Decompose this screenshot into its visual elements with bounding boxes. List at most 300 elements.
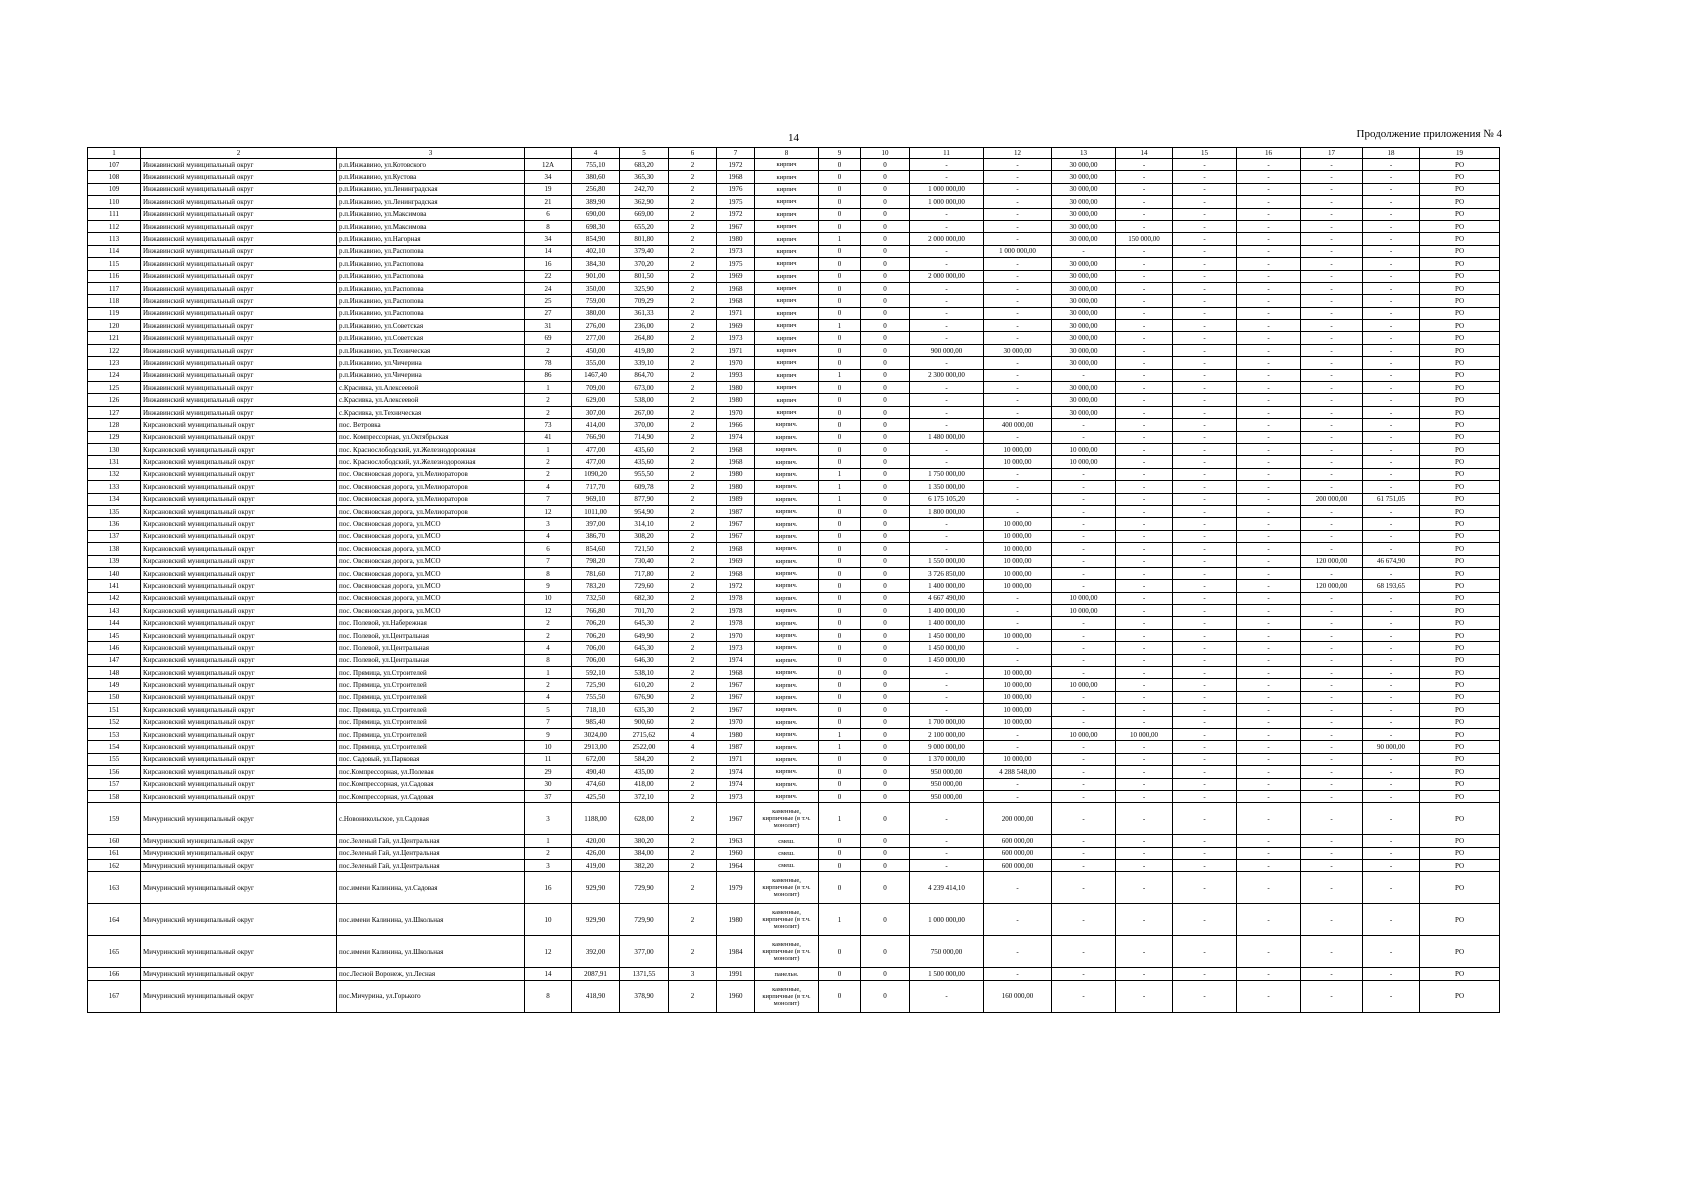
- col-9-cell: 0: [819, 332, 861, 344]
- col-19-cell: РО: [1420, 208, 1500, 220]
- col-16-cell: -: [1237, 493, 1301, 505]
- address-cell: пос. Овсяновская дорога, ул.Мелиораторов: [337, 481, 525, 493]
- municipality-cell: Кирсановский муниципальный округ: [141, 481, 337, 493]
- year-built-cell: 1980: [717, 728, 755, 740]
- table-row: [88, 233, 1500, 245]
- row-number-cell: 151: [88, 704, 141, 716]
- municipality-cell: Мичуринский муниципальный округ: [141, 803, 337, 835]
- col-11-cell: 1 000 000,00: [910, 904, 984, 936]
- col-18-cell: -: [1363, 431, 1420, 443]
- col-10-cell: 0: [861, 728, 910, 740]
- col-15-cell: -: [1173, 872, 1237, 904]
- total-area-cell: 1467,40: [572, 369, 620, 381]
- col-10-cell: 0: [861, 406, 910, 418]
- col-12-cell: -: [984, 431, 1052, 443]
- col-18-cell: -: [1363, 233, 1420, 245]
- house-number-cell: 8: [525, 220, 572, 232]
- total-area-cell: 759,00: [572, 295, 620, 307]
- house-number-cell: 1: [525, 443, 572, 455]
- col-10-cell: 0: [861, 790, 910, 802]
- address-cell: пос. Полевой, ул.Центральная: [337, 654, 525, 666]
- col-19-cell: РО: [1420, 679, 1500, 691]
- municipality-cell: Кирсановский муниципальный округ: [141, 766, 337, 778]
- col-16-cell: -: [1237, 790, 1301, 802]
- col-11-cell: 1 500 000,00: [910, 968, 984, 980]
- col-16-cell: -: [1237, 716, 1301, 728]
- living-area-cell: 655,20: [620, 220, 669, 232]
- floors-cell: 2: [669, 629, 717, 641]
- address-cell: пос.Зеленый Гай, ул.Центральная: [337, 860, 525, 872]
- floors-cell: 2: [669, 295, 717, 307]
- page-number: 14: [788, 132, 799, 144]
- municipality-cell: Инжавинский муниципальный округ: [141, 245, 337, 257]
- col-16-cell: -: [1237, 382, 1301, 394]
- col-12-cell: 400 000,00: [984, 419, 1052, 431]
- col-15-cell: -: [1173, 258, 1237, 270]
- col-13-cell: -: [1052, 691, 1116, 703]
- year-built-cell: 1967: [717, 518, 755, 530]
- municipality-cell: Кирсановский муниципальный округ: [141, 543, 337, 555]
- living-area-cell: 339,10: [620, 357, 669, 369]
- col-17-cell: -: [1301, 406, 1363, 418]
- col-17-cell: -: [1301, 704, 1363, 716]
- row-number-cell: 144: [88, 617, 141, 629]
- col-17-cell: -: [1301, 980, 1363, 1012]
- municipality-cell: Кирсановский муниципальный округ: [141, 716, 337, 728]
- wall-material-cell: кирпич.: [755, 567, 819, 579]
- table-row: [88, 753, 1500, 765]
- col-17-cell: -: [1301, 592, 1363, 604]
- col-15-cell: -: [1173, 493, 1237, 505]
- house-number-cell: 16: [525, 258, 572, 270]
- table-row: [88, 431, 1500, 443]
- row-number-cell: 133: [88, 481, 141, 493]
- row-number-cell: 153: [88, 728, 141, 740]
- table-row: [88, 282, 1500, 294]
- municipality-cell: Кирсановский муниципальный округ: [141, 667, 337, 679]
- total-area-cell: 426,00: [572, 847, 620, 859]
- col-18-cell: -: [1363, 320, 1420, 332]
- col-14-cell: -: [1116, 803, 1173, 835]
- col-19-cell: РО: [1420, 233, 1500, 245]
- col-15-cell: -: [1173, 716, 1237, 728]
- col-16-cell: -: [1237, 872, 1301, 904]
- col-19-cell: РО: [1420, 220, 1500, 232]
- col-13-cell: 30 000,00: [1052, 357, 1116, 369]
- col-12-cell: -: [984, 382, 1052, 394]
- col-12-cell: -: [984, 654, 1052, 666]
- wall-material-cell: кирпич: [755, 307, 819, 319]
- row-number-cell: 139: [88, 555, 141, 567]
- col-13-cell: 30 000,00: [1052, 332, 1116, 344]
- col-11-cell: 1 350 000,00: [910, 481, 984, 493]
- row-number-cell: 114: [88, 245, 141, 257]
- address-cell: р.п.Инжавино, ул.Распопова: [337, 282, 525, 294]
- col-19-cell: РО: [1420, 835, 1500, 847]
- municipality-cell: Кирсановский муниципальный округ: [141, 605, 337, 617]
- col-16-cell: -: [1237, 530, 1301, 542]
- table-row: [88, 270, 1500, 282]
- floors-cell: 2: [669, 468, 717, 480]
- col-11-cell: 2 300 000,00: [910, 369, 984, 381]
- municipality-cell: Инжавинский муниципальный округ: [141, 382, 337, 394]
- col-16-cell: -: [1237, 443, 1301, 455]
- col-15-cell: -: [1173, 654, 1237, 666]
- floors-cell: 2: [669, 667, 717, 679]
- col-14-cell: -: [1116, 642, 1173, 654]
- col-9-cell: 0: [819, 654, 861, 666]
- address-cell: р.п.Инжавино, ул.Советская: [337, 320, 525, 332]
- col-9-cell: 1: [819, 468, 861, 480]
- wall-material-cell: кирпич: [755, 208, 819, 220]
- year-built-cell: 1971: [717, 307, 755, 319]
- col-16-cell: -: [1237, 803, 1301, 835]
- col-14-cell: -: [1116, 667, 1173, 679]
- address-cell: пос.Компрессорная, ул.Садовая: [337, 790, 525, 802]
- municipality-cell: Кирсановский муниципальный округ: [141, 728, 337, 740]
- house-number-cell: 29: [525, 766, 572, 778]
- living-area-cell: 801,50: [620, 270, 669, 282]
- table-row: [88, 872, 1500, 904]
- col-19-cell: РО: [1420, 642, 1500, 654]
- municipality-cell: Кирсановский муниципальный округ: [141, 753, 337, 765]
- living-area-cell: 801,80: [620, 233, 669, 245]
- col-12-cell: 600 000,00: [984, 835, 1052, 847]
- wall-material-cell: кирпич.: [755, 679, 819, 691]
- year-built-cell: 1968: [717, 171, 755, 183]
- wall-material-cell: кирпич: [755, 382, 819, 394]
- col-19-cell: РО: [1420, 555, 1500, 567]
- floors-cell: 2: [669, 543, 717, 555]
- house-number-cell: 4: [525, 642, 572, 654]
- col-9-cell: 0: [819, 716, 861, 728]
- address-cell: р.п.Инжавино, ул.Распопова: [337, 307, 525, 319]
- col-16-cell: -: [1237, 295, 1301, 307]
- col-10-cell: 0: [861, 443, 910, 455]
- municipality-cell: Мичуринский муниципальный округ: [141, 835, 337, 847]
- col-18-cell: -: [1363, 728, 1420, 740]
- col-9-cell: 0: [819, 847, 861, 859]
- col-11-cell: -: [910, 282, 984, 294]
- col-13-cell: 30 000,00: [1052, 282, 1116, 294]
- col-16-cell: -: [1237, 704, 1301, 716]
- column-number-18: 17: [1301, 148, 1363, 159]
- appendix-continuation-note: Продолжение приложения № 4: [1356, 128, 1502, 140]
- col-18-cell: -: [1363, 790, 1420, 802]
- col-11-cell: -: [910, 220, 984, 232]
- col-15-cell: -: [1173, 728, 1237, 740]
- col-10-cell: 0: [861, 357, 910, 369]
- address-cell: пос. Полевой, ул.Центральная: [337, 629, 525, 641]
- col-11-cell: -: [910, 835, 984, 847]
- col-19-cell: РО: [1420, 766, 1500, 778]
- total-area-cell: 706,20: [572, 617, 620, 629]
- col-19-cell: РО: [1420, 159, 1500, 171]
- living-area-cell: 676,90: [620, 691, 669, 703]
- total-area-cell: 766,80: [572, 605, 620, 617]
- table-row: [88, 245, 1500, 257]
- col-11-cell: -: [910, 443, 984, 455]
- wall-material-cell: кирпич: [755, 220, 819, 232]
- address-cell: пос. Прямица, ул.Строителей: [337, 741, 525, 753]
- col-9-cell: 0: [819, 936, 861, 968]
- wall-material-cell: кирпич.: [755, 629, 819, 641]
- col-12-cell: 200 000,00: [984, 803, 1052, 835]
- address-cell: р.п.Инжавино, ул.Распопова: [337, 295, 525, 307]
- year-built-cell: 1969: [717, 555, 755, 567]
- col-18-cell: -: [1363, 468, 1420, 480]
- col-15-cell: -: [1173, 468, 1237, 480]
- col-18-cell: -: [1363, 642, 1420, 654]
- col-12-cell: -: [984, 295, 1052, 307]
- row-number-cell: 167: [88, 980, 141, 1012]
- floors-cell: 2: [669, 592, 717, 604]
- col-10-cell: 0: [861, 171, 910, 183]
- col-11-cell: -: [910, 419, 984, 431]
- wall-material-cell: кирпич: [755, 233, 819, 245]
- house-number-cell: 14: [525, 245, 572, 257]
- col-19-cell: РО: [1420, 530, 1500, 542]
- col-18-cell: -: [1363, 295, 1420, 307]
- col-18-cell: -: [1363, 968, 1420, 980]
- house-number-cell: 7: [525, 493, 572, 505]
- col-16-cell: -: [1237, 904, 1301, 936]
- col-9-cell: 0: [819, 518, 861, 530]
- column-number-14: 13: [1052, 148, 1116, 159]
- col-13-cell: -: [1052, 716, 1116, 728]
- table-row: [88, 307, 1500, 319]
- house-number-cell: 22: [525, 270, 572, 282]
- row-number-cell: 148: [88, 667, 141, 679]
- municipality-cell: Инжавинский муниципальный округ: [141, 369, 337, 381]
- col-15-cell: -: [1173, 980, 1237, 1012]
- living-area-cell: 954,90: [620, 505, 669, 517]
- row-number-cell: 163: [88, 872, 141, 904]
- col-18-cell: -: [1363, 567, 1420, 579]
- floors-cell: 4: [669, 741, 717, 753]
- floors-cell: 2: [669, 443, 717, 455]
- table-row: [88, 704, 1500, 716]
- address-cell: пос. Прямица, ул.Строителей: [337, 679, 525, 691]
- floors-cell: 2: [669, 493, 717, 505]
- col-13-cell: -: [1052, 860, 1116, 872]
- col-15-cell: -: [1173, 968, 1237, 980]
- col-16-cell: -: [1237, 555, 1301, 567]
- col-18-cell: -: [1363, 847, 1420, 859]
- col-16-cell: -: [1237, 580, 1301, 592]
- floors-cell: 2: [669, 196, 717, 208]
- col-16-cell: -: [1237, 357, 1301, 369]
- house-number-cell: 2: [525, 468, 572, 480]
- row-number-cell: 121: [88, 332, 141, 344]
- col-17-cell: -: [1301, 295, 1363, 307]
- col-11-cell: -: [910, 159, 984, 171]
- row-number-cell: 152: [88, 716, 141, 728]
- col-10-cell: 0: [861, 629, 910, 641]
- address-cell: с.Красивка, ул.Техническая: [337, 406, 525, 418]
- living-area-cell: 864,70: [620, 369, 669, 381]
- living-area-cell: 955,50: [620, 468, 669, 480]
- col-17-cell: -: [1301, 394, 1363, 406]
- floors-cell: 2: [669, 220, 717, 232]
- col-18-cell: 68 193,65: [1363, 580, 1420, 592]
- col-17-cell: -: [1301, 443, 1363, 455]
- col-10-cell: 0: [861, 307, 910, 319]
- col-17-cell: -: [1301, 171, 1363, 183]
- living-area-cell: 2715,62: [620, 728, 669, 740]
- year-built-cell: 1970: [717, 716, 755, 728]
- wall-material-cell: кирпич: [755, 357, 819, 369]
- municipality-cell: Инжавинский муниципальный округ: [141, 406, 337, 418]
- wall-material-cell: кирпич: [755, 282, 819, 294]
- col-9-cell: 0: [819, 704, 861, 716]
- col-16-cell: -: [1237, 233, 1301, 245]
- col-16-cell: -: [1237, 481, 1301, 493]
- house-number-cell: 2: [525, 847, 572, 859]
- wall-material-cell: кирпич.: [755, 543, 819, 555]
- municipality-cell: Мичуринский муниципальный округ: [141, 872, 337, 904]
- col-17-cell: -: [1301, 679, 1363, 691]
- col-10-cell: 0: [861, 592, 910, 604]
- house-number-cell: 2: [525, 629, 572, 641]
- municipality-cell: Инжавинский муниципальный округ: [141, 196, 337, 208]
- col-18-cell: -: [1363, 803, 1420, 835]
- address-cell: р.п.Инжавино, ул.Распопова: [337, 245, 525, 257]
- row-number-cell: 165: [88, 936, 141, 968]
- col-14-cell: -: [1116, 456, 1173, 468]
- municipality-cell: Мичуринский муниципальный округ: [141, 968, 337, 980]
- col-14-cell: -: [1116, 344, 1173, 356]
- col-9-cell: 0: [819, 282, 861, 294]
- col-13-cell: 30 000,00: [1052, 320, 1116, 332]
- col-9-cell: 0: [819, 980, 861, 1012]
- col-11-cell: 1 370 000,00: [910, 753, 984, 765]
- floors-cell: 2: [669, 778, 717, 790]
- wall-material-cell: кирпич: [755, 394, 819, 406]
- col-10-cell: 0: [861, 904, 910, 936]
- col-15-cell: -: [1173, 394, 1237, 406]
- municipality-cell: Инжавинский муниципальный округ: [141, 258, 337, 270]
- total-area-cell: 276,00: [572, 320, 620, 332]
- col-15-cell: -: [1173, 803, 1237, 835]
- total-area-cell: 929,90: [572, 872, 620, 904]
- total-area-cell: 755,50: [572, 691, 620, 703]
- row-number-cell: 108: [88, 171, 141, 183]
- living-area-cell: 308,20: [620, 530, 669, 542]
- table-row: [88, 835, 1500, 847]
- col-9-cell: 0: [819, 456, 861, 468]
- house-number-cell: 12: [525, 605, 572, 617]
- col-19-cell: РО: [1420, 295, 1500, 307]
- wall-material-cell: кирпич.: [755, 753, 819, 765]
- col-19-cell: РО: [1420, 716, 1500, 728]
- col-16-cell: -: [1237, 344, 1301, 356]
- col-11-cell: -: [910, 980, 984, 1012]
- col-17-cell: -: [1301, 803, 1363, 835]
- col-15-cell: -: [1173, 860, 1237, 872]
- year-built-cell: 1973: [717, 790, 755, 802]
- col-17-cell: -: [1301, 728, 1363, 740]
- col-15-cell: -: [1173, 904, 1237, 936]
- col-12-cell: 10 000,00: [984, 567, 1052, 579]
- col-13-cell: 30 000,00: [1052, 307, 1116, 319]
- col-16-cell: -: [1237, 245, 1301, 257]
- table-row: [88, 847, 1500, 859]
- address-cell: р.п.Инжавино, ул.Нагорная: [337, 233, 525, 245]
- floors-cell: 2: [669, 518, 717, 530]
- column-number-11: 10: [861, 148, 910, 159]
- col-12-cell: -: [984, 468, 1052, 480]
- col-12-cell: -: [984, 728, 1052, 740]
- col-13-cell: -: [1052, 567, 1116, 579]
- col-18-cell: -: [1363, 196, 1420, 208]
- living-area-cell: 709,29: [620, 295, 669, 307]
- house-number-cell: 12: [525, 505, 572, 517]
- col-18-cell: -: [1363, 778, 1420, 790]
- col-16-cell: -: [1237, 406, 1301, 418]
- col-10-cell: 0: [861, 382, 910, 394]
- col-15-cell: -: [1173, 406, 1237, 418]
- col-14-cell: -: [1116, 357, 1173, 369]
- living-area-cell: 538,10: [620, 667, 669, 679]
- col-19-cell: РО: [1420, 394, 1500, 406]
- floors-cell: 2: [669, 481, 717, 493]
- col-14-cell: -: [1116, 307, 1173, 319]
- wall-material-cell: кирпич: [755, 295, 819, 307]
- col-17-cell: -: [1301, 835, 1363, 847]
- table-row: [88, 728, 1500, 740]
- living-area-cell: 435,60: [620, 443, 669, 455]
- table-row: [88, 617, 1500, 629]
- house-number-cell: 8: [525, 654, 572, 666]
- col-10-cell: 0: [861, 968, 910, 980]
- col-14-cell: -: [1116, 196, 1173, 208]
- col-15-cell: -: [1173, 245, 1237, 257]
- col-13-cell: -: [1052, 936, 1116, 968]
- col-10-cell: 0: [861, 741, 910, 753]
- total-area-cell: 3024,00: [572, 728, 620, 740]
- col-17-cell: -: [1301, 233, 1363, 245]
- col-10-cell: 0: [861, 431, 910, 443]
- col-10-cell: 0: [861, 245, 910, 257]
- floors-cell: 2: [669, 258, 717, 270]
- col-17-cell: -: [1301, 716, 1363, 728]
- table-row: [88, 642, 1500, 654]
- wall-material-cell: каменные, кирпичные (в т.ч. монолит): [755, 904, 819, 936]
- col-16-cell: -: [1237, 456, 1301, 468]
- wall-material-cell: кирпич.: [755, 667, 819, 679]
- col-17-cell: -: [1301, 382, 1363, 394]
- floors-cell: 3: [669, 968, 717, 980]
- col-12-cell: -: [984, 872, 1052, 904]
- table-row: [88, 159, 1500, 171]
- col-11-cell: 4 239 414,10: [910, 872, 984, 904]
- col-12-cell: -: [984, 332, 1052, 344]
- living-area-cell: 370,20: [620, 258, 669, 270]
- total-area-cell: 709,00: [572, 382, 620, 394]
- floors-cell: 2: [669, 233, 717, 245]
- row-number-cell: 161: [88, 847, 141, 859]
- municipality-cell: Инжавинский муниципальный округ: [141, 183, 337, 195]
- col-11-cell: -: [910, 357, 984, 369]
- col-12-cell: -: [984, 605, 1052, 617]
- col-15-cell: -: [1173, 592, 1237, 604]
- col-9-cell: 0: [819, 567, 861, 579]
- col-10-cell: 0: [861, 233, 910, 245]
- total-area-cell: 477,00: [572, 443, 620, 455]
- col-17-cell: -: [1301, 567, 1363, 579]
- wall-material-cell: кирпич.: [755, 704, 819, 716]
